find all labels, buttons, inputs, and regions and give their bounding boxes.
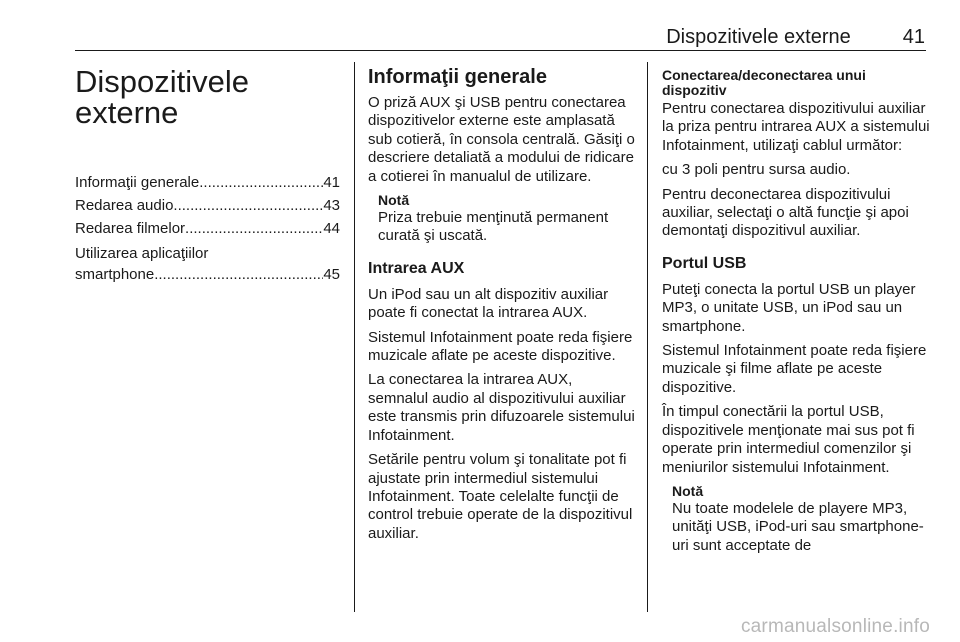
toc-entry-label: Redarea filmelor — [75, 220, 186, 237]
toc-leader — [173, 195, 323, 216]
section-heading: Conectarea/deconectarea unui dispozitiv — [662, 67, 866, 98]
column-toc — [75, 66, 340, 285]
toc-entry-page: 45 — [323, 266, 340, 283]
paragraph: Un iPod sau un alt dispozitiv auxiliar poate fi conectat la intrarea AUX. — [368, 285, 609, 322]
column-divider-left — [354, 62, 355, 612]
toc-entry[interactable] — [75, 218, 340, 239]
chapter-title — [75, 66, 340, 128]
toc-entry-page: 41 — [323, 174, 340, 191]
toc-entry-page: 43 — [323, 197, 340, 214]
paragraph: cu 3 poli pentru sursa audio. — [662, 161, 851, 179]
note-text: Priza trebuie menţinută permanent curată şi uscată. — [378, 209, 609, 245]
toc-entry-label-line1: Utilizarea aplicaţiilor — [75, 245, 209, 262]
paragraph: La conectarea la intrarea AUX, semnalul audio al dispozitivului auxiliar este transmis prin difuzoarele sistemului Infotainment. — [368, 371, 635, 444]
chapter-title-line1: Dispozitivele — [75, 64, 250, 99]
toc-entry-label: Redarea audio — [75, 197, 174, 214]
note-box — [662, 483, 930, 555]
watermark: carmanualsonline.info — [740, 616, 930, 637]
subsection-heading: Portul USB — [662, 254, 747, 272]
column-general-info — [368, 66, 636, 549]
paragraph: Setările pentru volum şi tonalitate pot fi ajustate prin intermediul sistemului Infotainment. Toate celelalte funcţii de control trebuie operate de la dispozitivul auxiliar. — [368, 451, 633, 542]
column-divider-right — [647, 62, 648, 612]
toc-leader — [154, 264, 323, 285]
header-rule — [75, 50, 926, 51]
subsection-heading: Intrarea AUX — [368, 259, 465, 277]
paragraph: Pentru conectarea dispozitivului auxiliar la priza pentru intrarea AUX a sistemului Infotainment, utilizaţi cablul următor: — [662, 100, 930, 154]
paragraph: Pentru deconectarea dispozitivului auxiliar, selectaţi o altă funcţie şi apoi demontaţi dispozitivul auxiliar. — [662, 185, 909, 240]
paragraph: Sistemul Infotainment poate reda fişiere muzicale aflate pe aceste dispozitive. — [368, 328, 633, 365]
toc-entry-label: Informaţii generale — [75, 174, 200, 191]
toc-entry[interactable] — [75, 195, 340, 216]
toc-entry[interactable] — [75, 172, 340, 193]
toc-entry-line2 — [75, 264, 340, 285]
note-text: Nu toate modelele de playere MP3, unităţi USB, iPod-uri sau smartphone-uri sunt acceptate de — [672, 499, 924, 554]
toc-leader — [185, 218, 323, 239]
page-number: 41 — [902, 26, 925, 48]
page-header — [75, 26, 925, 49]
column-connection — [662, 68, 930, 561]
toc-leader — [199, 172, 323, 193]
header-title: Dispozitivele externe — [666, 26, 851, 48]
paragraph: În timpul conectării la portul USB, dispozitivele menţionate mai sus pot fi operate prin intermediul comenzilor şi meniurilor sistemului Infotainment. — [662, 403, 915, 476]
note-title: Notă — [378, 192, 410, 209]
section-heading: Informaţii generale — [368, 66, 547, 88]
paragraph: Puteţi conecta la portul USB un player MP3, o unitate USB, un iPod sau un smartphone. — [662, 280, 916, 335]
note-title: Notă — [672, 482, 704, 499]
paragraph: O priză AUX şi USB pentru conectarea dispozitivelor externe este amplasată sub cotieră, în consola centrală. Găsiţi o descriere detaliată a modului de ridicare a cotierei în manualul de utilizare. — [368, 94, 635, 185]
note-box — [368, 192, 636, 246]
toc-entry-page: 44 — [323, 220, 340, 237]
toc-entry-label-line2: smartphone — [75, 266, 155, 283]
toc-entry[interactable] — [75, 243, 340, 285]
paragraph: Sistemul Infotainment poate reda fişiere muzicale şi filme aflate pe aceste dispozitive. — [662, 342, 927, 396]
chapter-title-line2: externe — [75, 95, 179, 130]
